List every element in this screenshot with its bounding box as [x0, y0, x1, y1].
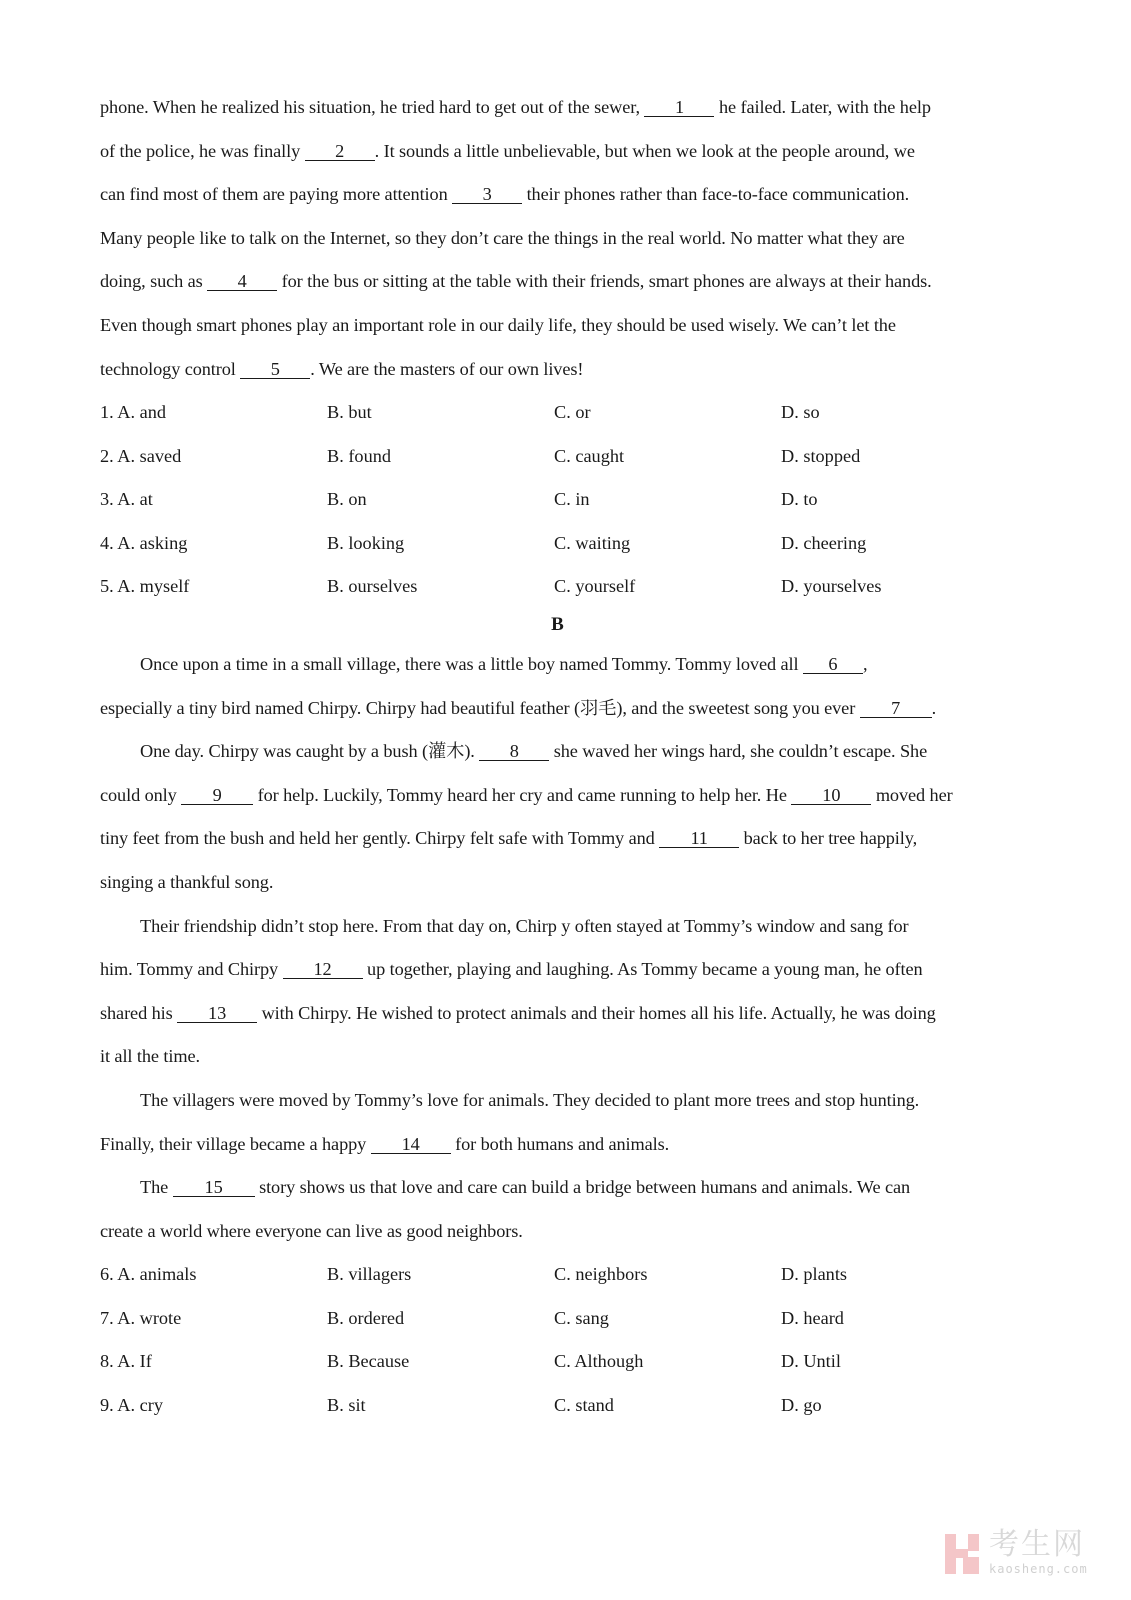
line-text: tiny feet from the bush and held her gently. Chirpy felt safe with Tommy and — [100, 828, 660, 849]
section-heading-b: B — [551, 614, 564, 635]
option-a[interactable]: 4. A. asking — [100, 532, 188, 553]
option-c[interactable]: C. sang — [554, 1307, 609, 1328]
line-text: up together, playing and laughing. As Tommy became a young man, he often — [362, 959, 923, 980]
passage-line — [140, 1089, 919, 1111]
option-b[interactable]: B. but — [327, 402, 372, 422]
line-text: shared his — [100, 1002, 178, 1023]
line-text: story shows us that love and care can build a bridge between humans and animals. We can — [254, 1177, 911, 1198]
line-text: especially a tiny bird named Chirpy. Chirpy had beautiful feather (羽毛), and the sweetest song you ever — [100, 697, 860, 718]
kaosheng-logo-icon — [945, 1534, 979, 1574]
line-text: could only — [100, 784, 182, 805]
line-text: The — [140, 1177, 173, 1198]
passage-line — [140, 1176, 910, 1198]
option-a[interactable]: 6. A. animals — [100, 1264, 197, 1284]
option-d[interactable]: D. heard — [781, 1307, 844, 1328]
option-a[interactable]: 1. A. and — [100, 402, 167, 422]
line-text: . We are the masters of our own lives! — [310, 358, 584, 379]
passage-line — [100, 1045, 200, 1067]
line-text: moved her — [871, 784, 953, 805]
line-text: for both humans and animals. — [450, 1133, 670, 1154]
option-d[interactable]: D. plants — [781, 1264, 848, 1284]
watermark — [945, 1528, 1095, 1578]
passage-line — [100, 871, 273, 893]
answer-blank[interactable]: 2 — [305, 142, 375, 161]
passage-line — [100, 697, 936, 719]
answer-blank[interactable]: 5 — [240, 360, 310, 379]
line-text: for help. Luckily, Tommy heard her cry and came running to help her. He — [253, 784, 792, 805]
answer-blank[interactable]: 1 — [644, 98, 714, 117]
line-text: of the police, he was finally — [100, 140, 305, 161]
option-d[interactable]: D. cheering — [781, 532, 867, 553]
line-text: create a world where everyone can live as good neighbors. — [100, 1220, 523, 1241]
line-text: doing, such as — [100, 271, 208, 292]
option-d[interactable]: D. stopped — [781, 445, 861, 466]
option-c[interactable]: C. in — [554, 489, 590, 510]
passage-line — [100, 227, 905, 249]
passage-line — [100, 96, 931, 118]
passage-line — [100, 827, 917, 849]
option-a[interactable]: 9. A. cry — [100, 1394, 163, 1415]
line-text: can find most of them are paying more attention — [100, 184, 453, 205]
option-b[interactable]: B. looking — [327, 532, 405, 553]
option-a[interactable]: 5. A. myself — [100, 576, 190, 597]
answer-blank[interactable]: 15 — [173, 1178, 255, 1197]
option-c[interactable]: C. Although — [554, 1351, 644, 1372]
option-d[interactable]: D. so — [781, 402, 820, 422]
line-text: Finally, their village became a happy — [100, 1133, 371, 1154]
answer-blank[interactable]: 8 — [479, 742, 549, 761]
line-text: with Chirpy. He wished to protect animals and their homes all his life. Actually, he was doing — [257, 1002, 936, 1023]
option-c[interactable]: C. or — [554, 402, 591, 422]
option-a[interactable]: 2. A. saved — [100, 445, 182, 466]
option-b[interactable]: B. villagers — [327, 1264, 412, 1284]
option-b[interactable]: B. ordered — [327, 1307, 405, 1328]
answer-blank[interactable]: 14 — [371, 1135, 451, 1154]
passage-line — [140, 740, 927, 762]
passage-line — [100, 1002, 936, 1024]
option-b[interactable]: B. ourselves — [327, 576, 418, 597]
answer-blank[interactable]: 11 — [659, 829, 739, 848]
line-text: One day. Chirpy was caught by a bush (灌木). — [140, 741, 480, 762]
line-text: him. Tommy and Chirpy — [100, 959, 283, 980]
option-a[interactable]: 3. A. at — [100, 489, 153, 510]
line-text: back to her tree happily, — [739, 828, 918, 849]
option-d[interactable]: D. to — [781, 489, 818, 510]
option-a[interactable]: 8. A. If — [100, 1351, 152, 1372]
passage-line — [100, 1220, 523, 1242]
answer-blank[interactable]: 4 — [207, 272, 277, 291]
answer-blank[interactable]: 6 — [803, 655, 863, 674]
line-text: , — [862, 654, 868, 674]
line-text: singing a thankful song. — [100, 872, 274, 892]
passage-line — [100, 1133, 669, 1155]
passage-line — [100, 784, 953, 806]
option-d[interactable]: D. yourselves — [781, 576, 882, 597]
option-b[interactable]: B. Because — [327, 1351, 410, 1372]
passage-line — [100, 270, 932, 292]
option-c[interactable]: C. caught — [554, 445, 625, 466]
line-text: . — [931, 697, 937, 718]
line-text: technology control — [100, 358, 241, 379]
option-b[interactable]: B. found — [327, 445, 391, 466]
passage-line — [100, 183, 909, 205]
line-text: The villagers were moved by Tommy’s love for animals. They decided to plant more trees and stop hunting. — [140, 1090, 920, 1110]
passage-line — [140, 915, 909, 937]
answer-blank[interactable]: 10 — [791, 786, 871, 805]
passage-line — [100, 958, 923, 980]
passage-line — [140, 653, 867, 675]
option-c[interactable]: C. waiting — [554, 532, 631, 553]
line-text: he failed. Later, with the help — [714, 97, 931, 117]
watermark-subtitle: kaosheng.com — [989, 1562, 1088, 1576]
option-b[interactable]: B. on — [327, 489, 367, 510]
line-text: Their friendship didn’t stop here. From that day on, Chirp y often stayed at Tommy’s window and sang for — [140, 915, 909, 936]
option-c[interactable]: C. neighbors — [554, 1264, 648, 1284]
line-text: Once upon a time in a small village, there was a little boy named Tommy. Tommy loved all — [140, 654, 803, 674]
option-d[interactable]: D. go — [781, 1394, 822, 1415]
option-b[interactable]: B. sit — [327, 1394, 366, 1415]
line-text: . It sounds a little unbelievable, but when we look at the people around, we — [374, 140, 915, 161]
answer-blank[interactable]: 3 — [452, 185, 522, 204]
option-c[interactable]: C. yourself — [554, 576, 636, 597]
watermark-title: 考生网 — [989, 1527, 1085, 1562]
passage-line — [100, 314, 896, 336]
line-text: Many people like to talk on the Internet, so they don’t care the things in the real world. No matter what they are — [100, 227, 905, 248]
answer-blank[interactable]: 13 — [177, 1004, 257, 1023]
passage-line — [100, 358, 583, 380]
line-text: it all the time. — [100, 1046, 200, 1067]
line-text: their phones rather than face-to-face communication. — [522, 184, 910, 205]
answer-blank[interactable]: 12 — [283, 960, 363, 979]
line-text: phone. When he realized his situation, he tried hard to get out of the sewer, — [100, 97, 645, 117]
answer-blank[interactable]: 7 — [860, 699, 932, 718]
option-a[interactable]: 7. A. wrote — [100, 1307, 182, 1328]
answer-blank[interactable]: 9 — [181, 786, 253, 805]
line-text: for the bus or sitting at the table with their friends, smart phones are always at their hands. — [277, 271, 932, 292]
passage-line — [100, 140, 915, 162]
option-c[interactable]: C. stand — [554, 1394, 614, 1415]
option-d[interactable]: D. Until — [781, 1351, 841, 1372]
line-text: she waved her wings hard, she couldn’t escape. She — [549, 741, 928, 762]
line-text: Even though smart phones play an important role in our daily life, they should be used wisely. We can’t let the — [100, 315, 896, 335]
